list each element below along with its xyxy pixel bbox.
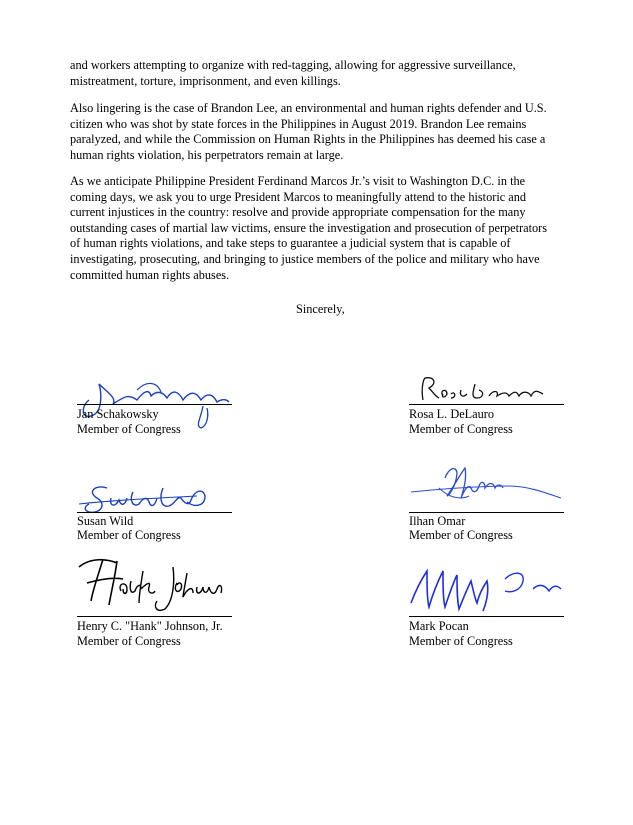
- signer-title: Member of Congress: [409, 528, 513, 542]
- signer-name: Jan Schakowsky: [77, 407, 159, 421]
- signature-pocan-image: [409, 557, 569, 617]
- signer-name: Ilhan Omar: [409, 514, 466, 528]
- signer-name: Rosa L. DeLauro: [409, 407, 495, 421]
- signer-name: Mark Pocan: [409, 619, 469, 633]
- letter-paragraph-1: and workers attempting to organize with red-tagging, allowing for aggressive surveillance, mistreatment, torture, imprisonment, and even killings.: [70, 58, 516, 88]
- signer-title: Member of Congress: [77, 634, 181, 648]
- letter-paragraph-3: As we anticipate Philippine President Ferdinand Marcos Jr.’s visit to Washington D.C. in the coming days, we ask you to urge President Marcos to meaningfully attend to the historic and current injustices in the country: resolve and provide appropriate compensation for the many outstanding cases of martial law victims, ensure the investigation and prosecution of perpetrators of human rights violations, and take steps to guarantee a judicial system that is capable of investigating, prosecuting, and bringing to justice members of the police and military who have committed human rights abuses.: [70, 174, 548, 282]
- letter-paragraph-2: Also lingering is the case of Brandon Lee, an environmental and human rights defender and U.S. citizen who was shot by state forces in the Philippines in August 2019. Brandon Lee remains paralyzed, and while the Commission on Human Rights in the Philippines has deemed his case a human rights violation, his perpetrators remain at large.: [70, 101, 547, 162]
- signer-title: Member of Congress: [409, 422, 513, 436]
- signature-omar-image: [409, 458, 569, 514]
- signer-name: Henry C. "Hank" Johnson, Jr.: [77, 619, 223, 633]
- signer-title: Member of Congress: [409, 634, 513, 648]
- signer-name: Susan Wild: [77, 514, 134, 528]
- signature-johnson-image: [77, 553, 237, 613]
- signer-title: Member of Congress: [77, 422, 181, 436]
- closing-salutation: Sincerely,: [296, 302, 345, 316]
- signature-schakowsky-image: [77, 370, 237, 430]
- signer-title: Member of Congress: [77, 528, 181, 542]
